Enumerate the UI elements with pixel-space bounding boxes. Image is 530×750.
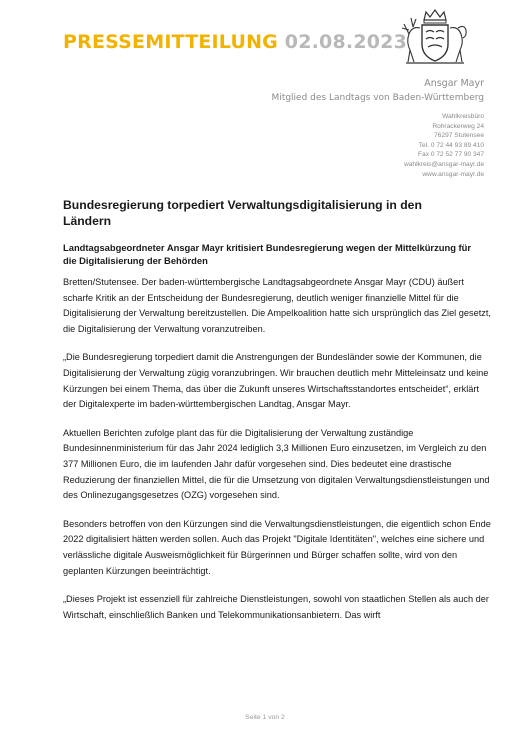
title-date: 02.08.2023 <box>284 31 407 53</box>
office-website: www.ansgar-mayr.de <box>422 170 484 178</box>
paragraph: Bretten/Stutensee. Der baden-württembergische Landtagsabgeordnete Ansgar Mayr (CDU) äußert scharfe Kritik an der Entscheidung der Bundesregierung, deutlich weniger finanzielle Mittel für die Digitalisierung der Verwaltung bereitzustellen. Die Ampelkoalition hatte sich ursprünglich das Ziel gesetzt, die Digitalisierung der Verwaltung voranzutreiben. <box>63 277 491 334</box>
office-street: Rohrackerweg 24 <box>432 122 484 130</box>
office-email: wahlkreis@ansgar-mayr.de <box>404 160 484 168</box>
office-address <box>404 112 484 179</box>
paragraph: „Die Bundesregierung torpediert damit die Anstrengungen der Bundesländer sowie der Kommunen, die Digitalisierung der Verwaltung zügig voranzubringen. Wir brauchen deutlich mehr Mitteleinsatz und keine Kürzungen bei einem Thema, das über die Zukunft unseres Wirtschaftsstandortes entscheidet“, erklärt der Digitalexperte im baden-württembergischen Landtag, Ansgar Mayr. <box>63 352 489 410</box>
coat-of-arms-icon <box>400 6 470 68</box>
paragraph: Aktuellen Berichten zufolge plant das für die Digitalisierung der Verwaltung zuständige Bundesinnenministerium für das Jahr 2024 lediglich 3,3 Millionen Euro einzusetzen, im Vergleich zu den 377 Millionen Euro, die im laufenden Jahr dafür vorgesehen sind. Dies bedeutet eine drastische Reduzierung der finanziellen Mittel, die für die Umsetzung von digitalen Verwaltungsdienstleistungen und des Onlinezugangsgesetzes (OZG) vorgesehen sind. <box>63 427 490 501</box>
title-label: PRESSEMITTEILUNG <box>63 31 278 53</box>
office-phone: Tel. 0 72 44 93 89 410 <box>418 141 484 149</box>
article-body <box>63 275 493 636</box>
subheadline: Landtagsabgeordneter Ansgar Mayr kritisiert Bundesregierung wegen der Mittelkürzung für die Digitalisierung der Behörden <box>63 242 472 266</box>
author-name: Ansgar Mayr <box>424 78 484 89</box>
paragraph: Besonders betroffen von den Kürzungen sind die Verwaltungsdienstleistungen, die eigentlich schon Ende 2022 digitalisiert hätten werden sollen. Auch das Projekt "Digitale Identitäten", welches eine sichere und verlässliche digitale Ausweismöglichkeit für Bürgerinnen und Bürger schaffen sollte, wird von den geplanten Kürzungen beeinträchtigt. <box>63 518 491 576</box>
page-title <box>63 31 407 53</box>
paragraph: „Dieses Projekt ist essenziell für zahlreiche Dienstleistungen, sowohl von staatlichen Stellen als auch der Wirtschaft, einschließlich Banken und Telekommunikationsanbietern. Das wirft <box>63 594 489 620</box>
page-number: Seite 1 von 2 <box>245 714 285 721</box>
headline: Bundesregierung torpediert Verwaltungsdigitalisierung in den Ländern <box>63 198 422 228</box>
author-role: Mitglied des Landtags von Baden-Württemberg <box>271 93 484 103</box>
office-label: Wahlkreisbüro <box>442 113 484 120</box>
office-fax: Fax 0 72 52 77 90 347 <box>418 151 484 159</box>
office-city: 76297 Stutensee <box>434 132 484 140</box>
